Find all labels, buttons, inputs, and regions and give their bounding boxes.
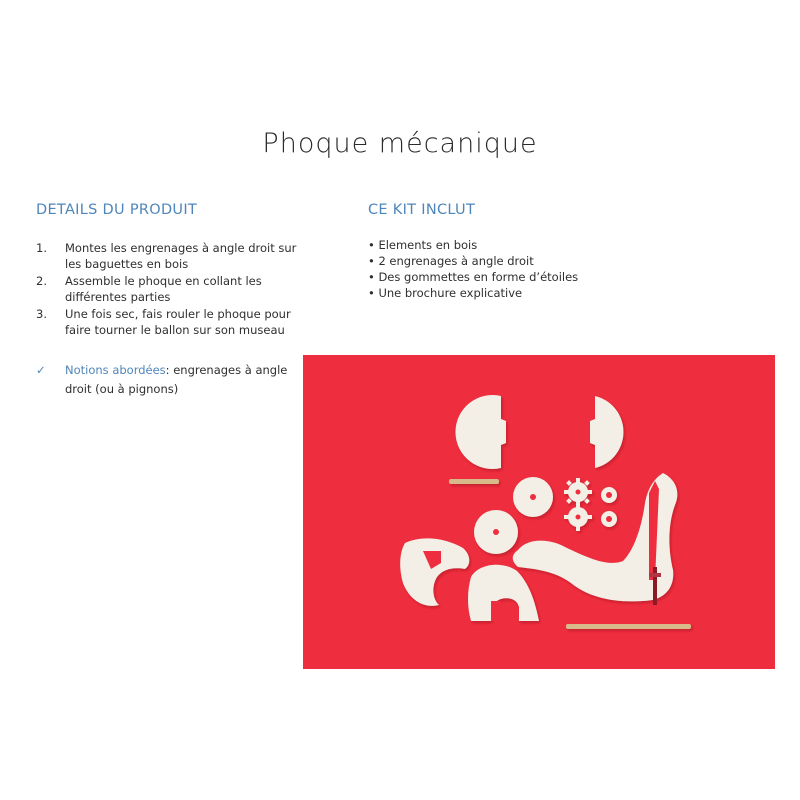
list-item <box>36 240 316 272</box>
step-number: 3. <box>36 307 47 321</box>
kit-heading: CE KIT INCLUT <box>368 202 476 218</box>
list-item <box>36 306 316 338</box>
notions-text <box>36 361 296 399</box>
rod-piece <box>653 567 657 605</box>
dowel-piece <box>566 624 691 629</box>
page-title: Phoque mécanique <box>262 128 538 159</box>
list-item <box>36 273 316 305</box>
step-text: Assemble le phoque en collant les différentes parties <box>65 274 262 304</box>
step-number: 1. <box>36 241 47 255</box>
kit-list <box>368 237 578 301</box>
ball-half-left <box>455 395 506 469</box>
product-photo <box>303 355 775 669</box>
dowel-piece <box>449 479 499 484</box>
check-icon: ✓ <box>36 363 46 377</box>
list-item: • Des gommettes en forme d’étoiles <box>368 270 579 284</box>
list-item: • 2 engrenages à angle droit <box>368 254 534 268</box>
ball-half-right <box>590 396 623 468</box>
flipper-piece <box>400 538 469 605</box>
base-piece <box>468 565 539 621</box>
list-item: • Une brochure explicative <box>368 286 523 300</box>
step-text: Une fois sec, fais rouler le phoque pour faire tourner le ballon sur son museau <box>65 307 291 337</box>
list-item: • Elements en bois <box>368 238 478 252</box>
notions-block <box>36 361 296 399</box>
details-heading: DETAILS DU PRODUIT <box>36 202 198 218</box>
steps-list <box>36 240 316 339</box>
notions-description: : engrenages à angle droit (ou à pignons) <box>65 363 288 396</box>
step-number: 2. <box>36 274 47 288</box>
step-text: Montes les engrenages à angle droit sur les baguettes en bois <box>65 241 297 271</box>
wooden-pieces-illustration <box>303 355 775 669</box>
notions-label: Notions abordées <box>65 363 166 377</box>
